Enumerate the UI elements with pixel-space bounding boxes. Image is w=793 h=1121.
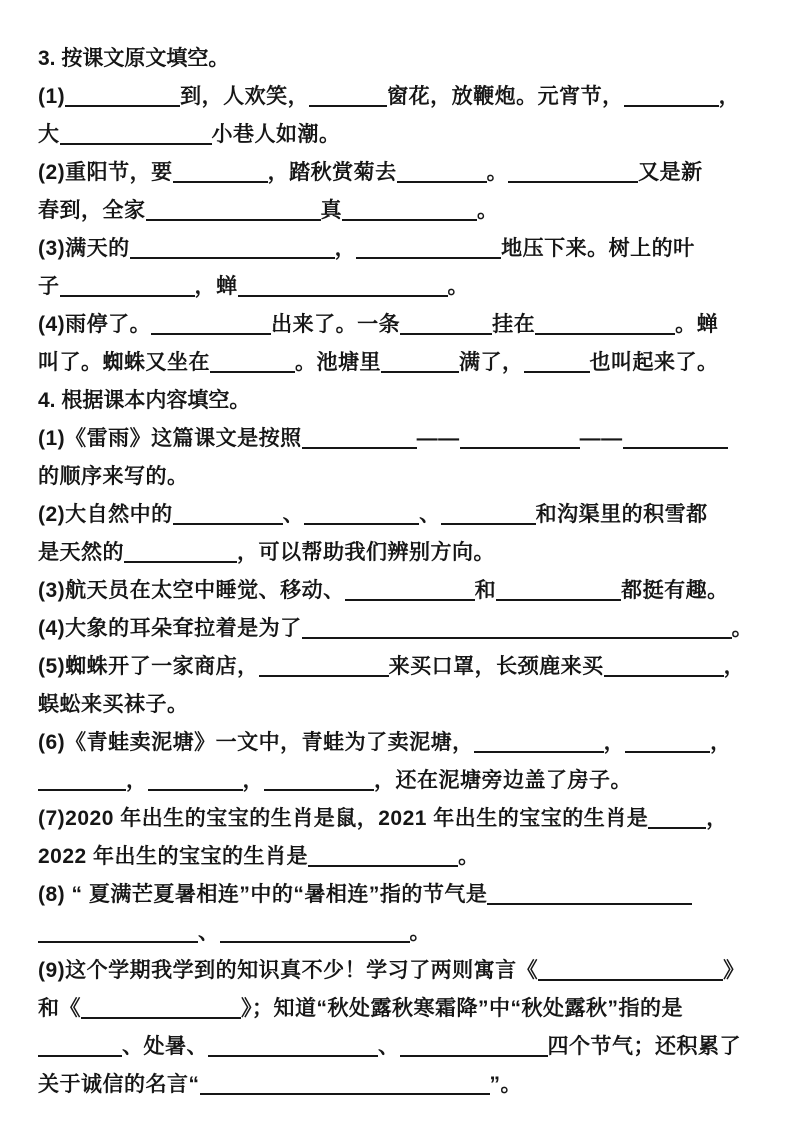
text-run: 》 [723,959,745,982]
fill-in-blank [623,444,728,449]
fill-in-blank [356,254,501,259]
fill-in-blank [648,824,706,829]
text-run: (4)雨停了。 [38,313,152,336]
text-run: ， [710,731,732,754]
text-run: ，还在泥塘旁边盖了房子。 [374,769,632,792]
fill-in-blank [259,672,389,677]
text-run: 、 [378,1035,400,1058]
text-run: 2022 年出生的宝宝的生肖是 [38,845,309,868]
worksheet-line [38,344,757,382]
worksheet-line [38,762,757,800]
text-run: (3)航天员在太空中睡觉、移动、 [38,579,345,602]
worksheet-line [38,724,757,762]
worksheet-line [38,458,757,496]
text-run: 窗花，放鞭炮。元宵节， [387,85,624,108]
text-run: (2)重阳节，要 [38,161,173,184]
text-run: (9)这个学期我学到的知识真不少！学习了两则寓言《 [38,959,539,982]
fill-in-blank [508,178,638,183]
text-run: ，踏秋赏菊去 [267,161,397,184]
fill-in-blank [381,368,459,373]
text-run: —— [416,427,460,450]
worksheet-line [38,116,757,154]
fill-in-blank [487,900,692,905]
worksheet-line [38,572,757,610]
fill-in-blank [460,444,580,449]
text-run: 的顺序来写的。 [38,465,189,488]
fill-in-blank [173,178,268,183]
worksheet-line [38,952,757,990]
worksheet-line [38,534,757,572]
fill-in-blank [345,596,475,601]
text-run: (3)满天的 [38,237,130,260]
fill-in-blank [38,786,126,791]
text-run: 、 [419,503,441,526]
fill-in-blank [220,938,410,943]
text-run: ， [242,769,264,792]
text-run: 。 [731,617,754,640]
worksheet-line [38,838,757,876]
fill-in-blank [400,1052,548,1057]
fill-in-blank [65,102,180,107]
text-run: (8) “ 夏满芒夏暑相连”中的“暑相连”指的节气是 [38,883,488,906]
worksheet-line [38,686,757,724]
fill-in-blank [308,862,458,867]
section-heading: 3. 按课文原文填空。 [38,47,230,70]
text-run: ，蝉 [194,275,238,298]
worksheet-line [38,800,757,838]
fill-in-blank [238,292,448,297]
worksheet-line [38,420,757,458]
text-run: ， [334,237,357,260]
text-run: ， [603,731,626,754]
text-run: 叫了。蜘蛛又坐在 [38,351,210,374]
text-run: ， [126,769,148,792]
text-run: ， [723,655,746,678]
text-run: 真 [320,199,342,222]
worksheet-line [38,990,757,1028]
worksheet-line [38,610,757,648]
text-run: 子 [38,275,60,298]
fill-in-blank [124,558,237,563]
fill-in-blank [309,102,387,107]
text-run: (4)大象的耳朵耷拉着是为了 [38,617,302,640]
text-run: 到，人欢笑， [180,85,310,108]
text-run: 和《 [38,997,81,1020]
text-run: 、 [282,503,305,526]
worksheet-line [38,496,757,534]
fill-in-blank [146,216,321,221]
text-run: (1) [38,85,66,108]
worksheet-line [38,1066,757,1104]
worksheet-line [38,1028,757,1066]
text-run: 蜈蚣来买袜子。 [38,693,189,716]
text-run: 挂在 [492,313,536,336]
fill-in-blank [524,368,590,373]
text-run: 和沟渠里的积雪都 [535,503,708,526]
fill-in-blank [302,634,732,639]
text-run: (6)《青蛙卖泥塘》一文中，青蛙为了卖泥塘， [38,731,474,754]
text-run: 》；知道“秋处露秋寒霜降”中“秋处露秋”指的是 [241,997,683,1020]
fill-in-blank [474,748,604,753]
fill-in-blank [302,444,417,449]
fill-in-blank [38,1052,122,1057]
text-run: 春到，全家 [38,199,146,222]
text-run: 小巷人如潮。 [211,123,341,146]
fill-in-blank [624,102,719,107]
fill-in-blank [400,330,492,335]
fill-in-blank [397,178,487,183]
text-run: 和 [474,579,497,602]
text-run: 大 [38,123,60,146]
worksheet-line [38,306,757,344]
worksheet-line [38,154,757,192]
worksheet-line [38,876,757,914]
text-run: 四个节气；还积累了 [547,1035,741,1058]
text-run: 。 [458,845,480,868]
fill-in-blank [604,672,724,677]
text-run: (2)大自然中的 [38,503,173,526]
text-run: ，可以帮助我们辨别方向。 [237,541,495,564]
text-run: ”。 [489,1073,522,1096]
fill-in-blank [81,1014,241,1019]
text-run: 。 [486,161,509,184]
fill-in-blank [148,786,243,791]
fill-in-blank [496,596,621,601]
fill-in-blank [208,1052,378,1057]
text-run: (7)2020 年出生的宝宝的生肖是鼠，2021 年出生的宝宝的生肖是 [38,807,649,830]
fill-in-blank [38,938,198,943]
text-run: 又是新 [638,161,703,184]
text-run: 满了， [459,351,524,374]
text-run: 都挺有趣。 [621,579,729,602]
text-run: 。 [447,275,469,298]
fill-in-blank [342,216,477,221]
text-run: 来买口罩，长颈鹿来买 [388,655,604,678]
text-run: 地压下来。树上的叶 [501,237,695,260]
fill-in-blank [264,786,374,791]
text-run: 。池塘里 [295,351,381,374]
text-run: 关于诚信的名言“ [38,1073,200,1096]
text-run: (1)《雷雨》这篇课文是按照 [38,427,302,450]
section-heading: 4. 根据课本内容填空。 [38,389,251,412]
text-run: ， [706,807,728,830]
fill-in-blank [535,330,675,335]
worksheet-line [38,268,757,306]
fill-in-blank [60,140,212,145]
fill-in-blank [210,368,295,373]
fill-in-blank [441,520,536,525]
worksheet-line [38,78,757,116]
text-run: 出来了。一条 [271,313,401,336]
fill-in-blank [151,330,271,335]
fill-in-blank [173,520,283,525]
worksheet-line [38,192,757,230]
text-run: (5)蜘蛛开了一家商店， [38,655,259,678]
text-run: 。蝉 [675,313,719,336]
text-run: 。 [477,199,499,222]
worksheet-line [38,230,757,268]
worksheet-line [38,914,757,952]
text-run: 。 [409,921,431,944]
fill-in-blank [200,1090,490,1095]
text-run: —— [579,427,623,450]
fill-in-blank [130,254,335,259]
fill-in-blank [625,748,710,753]
worksheet-line [38,648,757,686]
fill-in-blank [538,976,723,981]
text-run: 是天然的 [38,541,124,564]
fill-in-blank [60,292,195,297]
text-run: 、 [198,921,220,944]
text-run: 、处暑、 [122,1035,208,1058]
text-run: ， [718,85,741,108]
fill-in-blank [304,520,419,525]
text-run: 也叫起来了。 [589,351,719,374]
